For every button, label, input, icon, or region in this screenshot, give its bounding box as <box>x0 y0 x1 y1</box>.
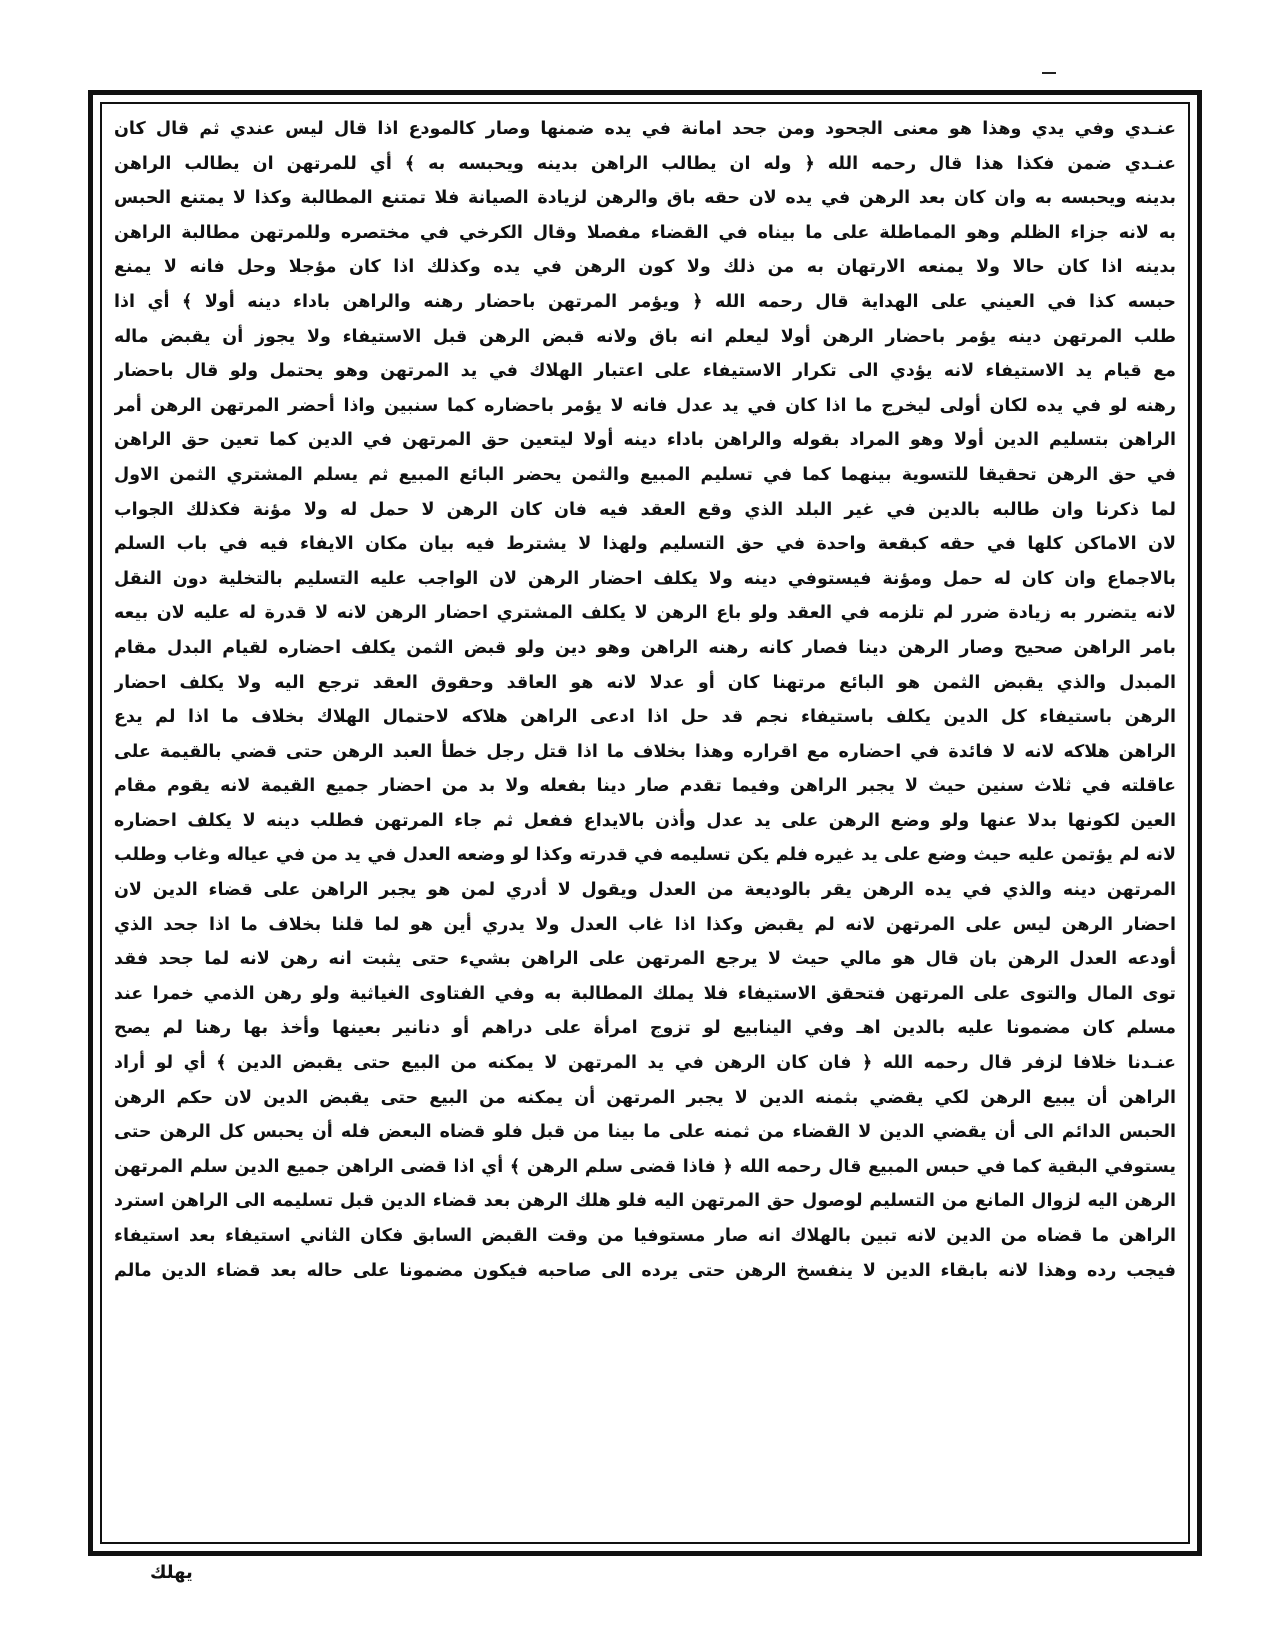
text-line: احضار الرهن ليس على المرتهن لانه لم يقبض وكذا اذا غاب العدل ولا يدري أين هو لما قلنا بخلاف ما اذا جحد الذي <box>114 914 1176 935</box>
text-line: عنـدي ضمن فكذا هذا قال رحمه الله ﴿ وله ان يطالب الراهن بدينه ويحبسه به ﴾ أي للمرتهن ان يطالب الراهن <box>114 153 1176 174</box>
text-line: عاقلته في ثلاث سنين حيث لا يجبر الراهن وفيما تقدم صار دينا بفعله ولا بد من احضار جميع القيمة لانه يقوم مقام <box>114 776 1176 797</box>
text-line: بدينه اذا كان حالا ولا يمنعه الارتهان به من ذلك ولا كون الرهن في يده وكذلك اذا كان مؤجلا وحل فانه لا يمنع <box>114 257 1176 278</box>
text-line: لانه لم يؤتمن عليه حيث وضع على يد غيره فلم يكن تسليمه في قدرته وكذا لو وضعه العدل في يد من في عياله وغاب وطلب <box>114 845 1176 866</box>
text-line: يستوفي البقية كما في حبس المبيع قال رحمه الله ﴿ فاذا قضى سلم الرهن ﴾ أي اذا قضى الراهن جميع الدين سلم المرتهن <box>114 1156 1176 1177</box>
text-line: حبسه كذا في العيني على الهداية قال رحمه الله ﴿ ويؤمر المرتهن باحضار رهنه والراهن باداء دينه أولا ﴾ أي اذا <box>114 291 1176 312</box>
top-margin-mark <box>1042 72 1056 74</box>
text-line: الحبس الدائم الى أن يقضي الدين لا القضاء من ثمنه على ما بينا من قبل فلو قضاه البعض فله أن يحبس كل الرهن حتى <box>114 1122 1176 1143</box>
text-line: بدينه ويحبسه به وان كان بعد الرهن في يده لان حقه باق والرهن لزيادة الصيانة فلا تمتنع المطالبة وكذا لا يمتنع الحبس <box>114 188 1176 209</box>
text-line: لانه يتضرر به زيادة ضرر لم تلزمه في العقد ولو باع الرهن لا يكلف المشتري احضار الرهن لانه لا قدرة له عليه لان بيعه <box>114 603 1176 624</box>
text-line: المرتهن دينه والذي في يده الرهن يقر بالوديعة من العدل ويقول لا أدري لمن هو يجبر الراهن على قضاء الدين لان <box>114 880 1176 901</box>
text-line: مسلم كان مضمونا عليه بالدين اهـ وفي الينابيع لو تزوج امرأة على دراهم أو دنانير بعينها وأخذ بها رهنا لم يصح <box>114 1018 1176 1039</box>
text-line: الراهن ما قضاه من الدين لانه تبين بالهلاك انه صار مستوفيا من وقت القبض السابق فكان الثاني استيفاء بعد استيفاء <box>114 1226 1176 1246</box>
text-line: طلب المرتهن دينه يؤمر باحضار الرهن أولا ليعلم انه باق ولانه قبض الرهن قبل الاستيفاء ولا يجوز أن يقبض ماله <box>114 326 1176 347</box>
text-line: الراهن أن يبيع الرهن لكي يقضي بثمنه الدين لا يجبر المرتهن أن يمكنه من البيع حتى يقبض الدين لان حكم الرهن <box>114 1087 1176 1108</box>
text-line: الراهن بتسليم الدين أولا وهو المراد بقوله والراهن باداء دينه أولا ليتعين حق المرتهن في الدين كما تعين حق الراهن <box>114 430 1176 451</box>
text-line: رهنه لو في يده لكان أولى ليخرج ما اذا كان في يد عدل فانه لا يؤمر باحضاره كما سنبين واذا أحضر المرتهن الرهن أمر <box>114 395 1176 416</box>
catchword: يهلك <box>150 1562 193 1583</box>
text-line: العين لكونها بدلا عنها ولو وضع الرهن على يد عدل وأذن بالايداع ففعل ثم جاء المرتهن فطلب دينه لا يكلف احضاره <box>114 810 1176 831</box>
text-line: المبدل والذي يقبض الثمن هو البائع مرتهنا كان أو عدلا لانه هو العاقد وحقوق العقد ترجع اليه ولا يكلف احضار <box>114 672 1176 693</box>
text-line: أودعه العدل الرهن بان قال هو مالي حيث لا يرجع المرتهن على الراهن بشيء حتى يثبت انه رهن لانه لما جحد فقد <box>114 949 1176 970</box>
text-line: مع قيام يد الاستيفاء لانه يؤدي الى تكرار الاستيفاء على اعتبار الهلاك في يد المرتهن وهو يحتمل ولو قال باحضار <box>114 361 1176 382</box>
text-line: به لانه جزاء الظلم وهو المماطلة على ما بيناه في القضاء مفصلا وقال الكرخي في مختصره وللمرتهن مطالبة الراهن <box>114 222 1176 243</box>
main-text-block <box>114 112 1176 1532</box>
text-line: الرهن باستيفاء كل الدين يكلف باستيفاء نجم قد حل اذا ادعى الراهن هلاكه لاحتمال الهلاك بخلاف ما اذا لم يدع <box>114 707 1176 728</box>
text-line: لان الاماكن كلها في حقه كبقعة واحدة في حق التسليم ولهذا لا يشترط فيه بيان مكان الايفاء فيه في باب السلم <box>114 534 1176 555</box>
text-line: عنـدي وفي يدي وهذا هو معنى الجحود ومن جحد امانة في يده ضمنها وصار كالمودع اذا قال ليس عندي ثم قال كان <box>114 119 1176 139</box>
text-line: عنـدنا خلافا لزفر قال رحمه الله ﴿ فان كان الرهن في يد المرتهن لا يمكنه من البيع حتى يقبض الدين ﴾ أي لو أراد <box>114 1053 1176 1074</box>
text-line: الراهن هلاكه لانه لا فائدة في احضاره مع اقراره وهذا بخلاف ما اذا قتل رجل خطأ العبد الرهن حتى قضي بالقيمة على <box>114 741 1176 762</box>
text-line: الرهن اليه لزوال المانع من التسليم لوصول حق المرتهن اليه فلو هلك الرهن بعد قضاء الدين قبل تسليمه الى الراهن استرد <box>114 1191 1176 1212</box>
text-line: فيجب رده وهذا لانه بابقاء الدين لا ينفسخ الرهن حتى يرده الى صاحبه فيكون مضمونا على حاله بعد قضاء الدين مالم <box>114 1260 1176 1281</box>
text-line: لما ذكرنا وان طالبه بالدين في غير البلد الذي وقع العقد فيه فان كان الرهن لا حمل له ولا مؤنة فكذلك الجواب <box>114 499 1176 520</box>
text-line: في حق الرهن تحقيقا للتسوية بينهما كما في تسليم المبيع والثمن يحضر البائع المبيع ثم يسلم المشتري الثمن الاول <box>114 464 1176 485</box>
text-line: بامر الراهن صحيح وصار الرهن دينا فصار كانه رهنه الراهن وهو دين ولو قبض الثمن يكلف احضاره لقيام البدل مقام <box>114 637 1176 658</box>
text-line: بالاجماع وان كان له حمل ومؤنة فيستوفي دينه ولا يكلف احضار الرهن لان الواجب عليه التسليم بالتخلية دون النقل <box>114 568 1176 589</box>
text-line: توى المال والتوى على المرتهن فتحقق الاستيفاء فلا يملك المطالبة به وفي الفتاوى الغياثية ولو رهن الذمي خمرا عند <box>114 983 1176 1004</box>
